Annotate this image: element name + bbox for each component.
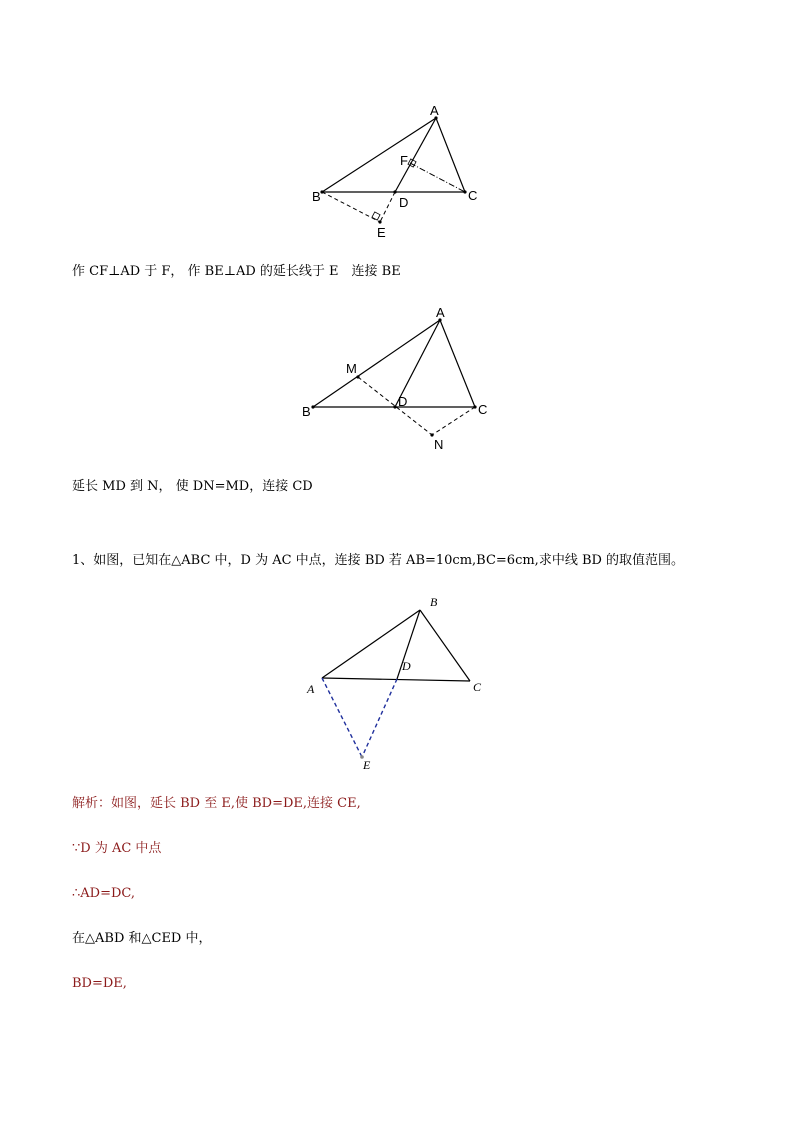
solution-line-2: ∵D 为 AC 中点 — [72, 841, 162, 856]
segment-de-extension — [380, 192, 395, 222]
label-b: B — [312, 189, 321, 204]
label-b: B — [302, 404, 311, 419]
label-c: C — [478, 402, 488, 417]
figure-2-median-extension — [295, 300, 505, 455]
problem-statement: 1、如图，已知在△ABC 中，D 为 AC 中点，连接 BD 若 AB=10cm,BC=6cm,求中线 BD 的取值范围。 — [72, 553, 685, 568]
label-a: A — [307, 682, 315, 696]
segment-bc — [420, 610, 470, 681]
label-d: D — [399, 195, 409, 210]
segment-cf — [410, 163, 465, 192]
label-n: N — [434, 437, 444, 452]
label-a: A — [430, 103, 439, 118]
construction-text-2: 延长 MD 到 N， 使 DN=MD，连接 CD — [72, 479, 313, 494]
solution-line-1: 解析：如图，延长 BD 至 E,使 BD=DE,连接 CE, — [72, 796, 361, 811]
segment-ab — [322, 118, 436, 192]
solution-line-5: BD=DE, — [72, 976, 127, 991]
label-f: F — [400, 153, 408, 168]
figure-3-problem-triangle — [300, 592, 500, 777]
segment-de — [362, 679, 397, 757]
label-d: D — [398, 394, 408, 409]
point-d — [393, 190, 396, 193]
label-a: A — [436, 305, 445, 320]
point-m — [356, 375, 359, 378]
label-d: D — [402, 659, 411, 673]
label-b: B — [430, 595, 438, 609]
segment-ab — [313, 320, 440, 407]
segment-ac — [440, 320, 475, 407]
point-b — [311, 405, 314, 408]
solution-line-3: ∴AD=DC, — [72, 886, 136, 901]
segment-ae — [322, 678, 362, 757]
label-c: C — [473, 680, 482, 694]
label-m: M — [346, 361, 357, 376]
figure-1-triangle-perpendiculars — [300, 100, 500, 245]
construction-text-1: 作 CF⊥AD 于 F， 作 BE⊥AD 的延长线于 E 连接 BE — [72, 264, 401, 279]
point-c — [473, 405, 476, 408]
segment-cn — [432, 407, 475, 435]
segment-ac — [436, 118, 465, 192]
solution-line-4: 在△ABD 和△CED 中， — [72, 931, 212, 946]
label-e: E — [377, 225, 386, 240]
point-b — [320, 190, 323, 193]
segment-be — [322, 192, 380, 222]
label-c: C — [468, 188, 478, 203]
point-c — [463, 190, 466, 193]
point-d — [393, 405, 396, 408]
label-e: E — [363, 758, 371, 772]
point-e — [378, 220, 381, 223]
